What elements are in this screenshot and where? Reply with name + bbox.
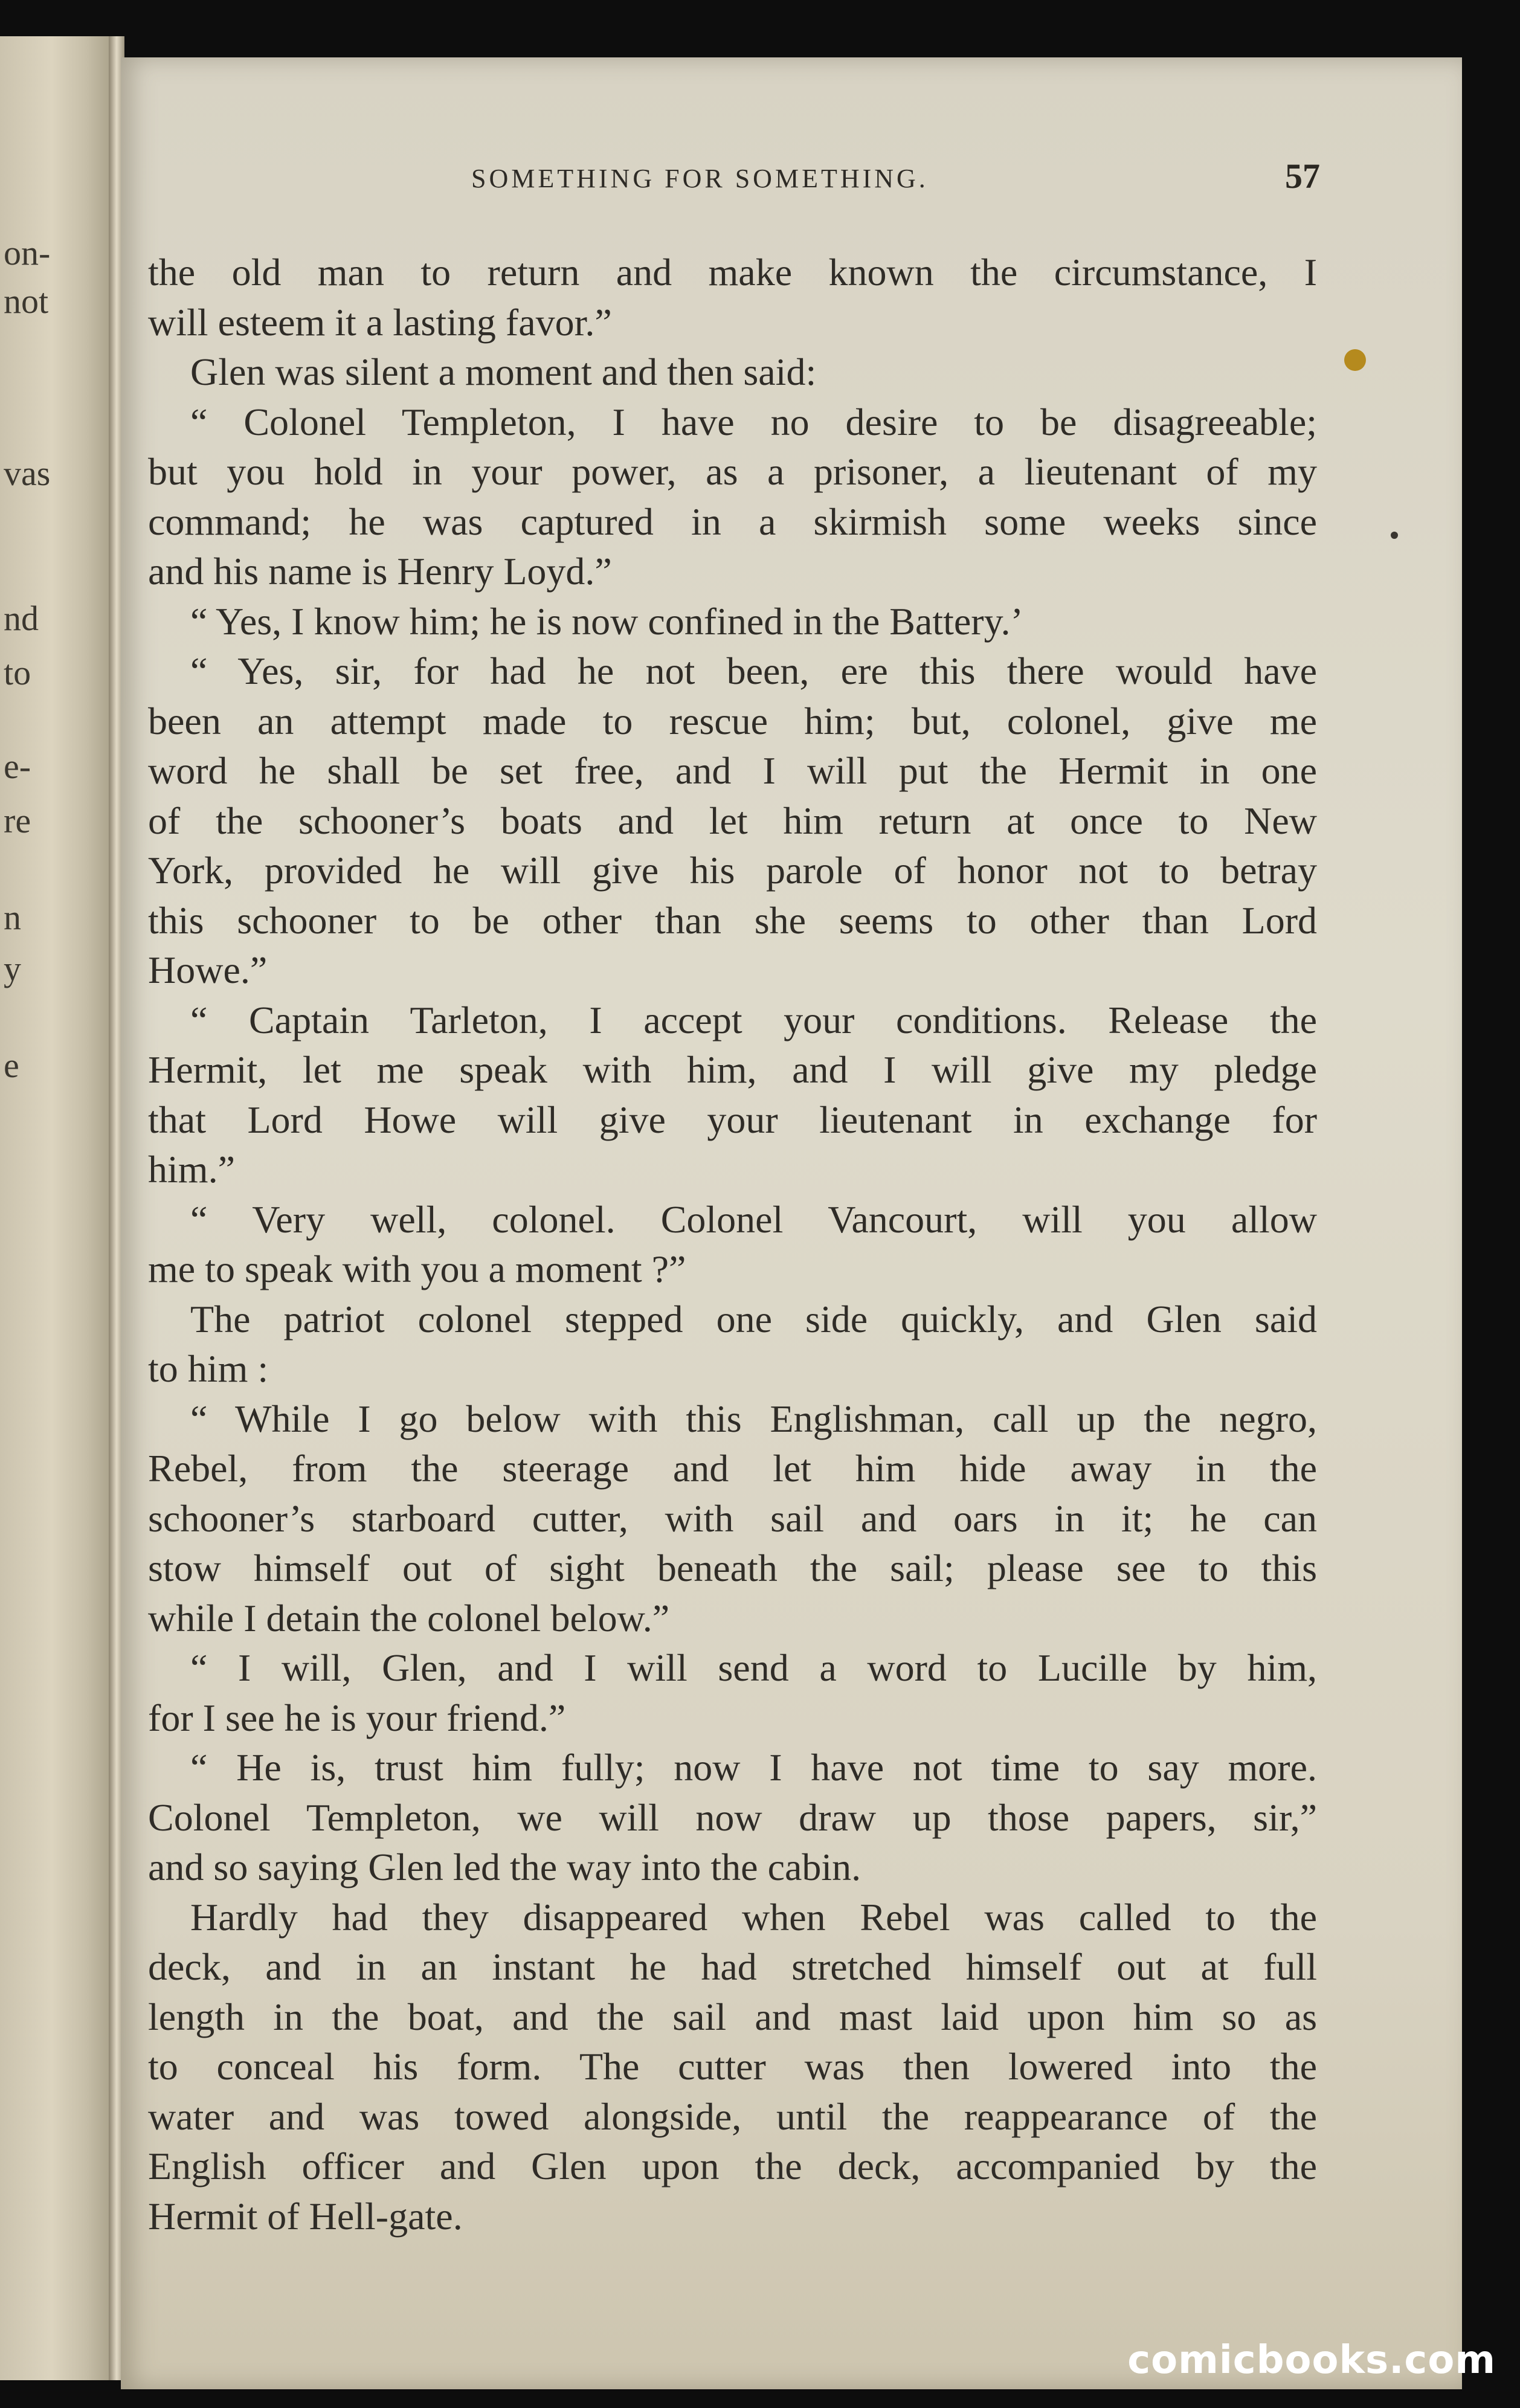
body-text — [148, 248, 1317, 2241]
left-page-fragment: not — [4, 282, 49, 321]
text-line: “ Yes, I know him; he is now confined in the Battery.’ — [190, 599, 1023, 643]
left-page-fragment: vas — [4, 454, 51, 493]
text-line: stow himself out of sight beneath the sail; please see to this — [148, 1547, 1317, 1589]
text-line: word he shall be set free, and I will put the Hermit in one — [148, 749, 1317, 792]
text-line: to him : — [148, 1347, 269, 1390]
text-line: deck, and in an instant he had stretched himself out at full — [148, 1945, 1317, 1988]
left-page-fragment: on- — [4, 233, 51, 272]
text-line: will esteem it a lasting favor.” — [148, 300, 612, 344]
text-line: Hermit, let me speak with him, and I will give my pledge — [148, 1048, 1317, 1091]
text-line: that Lord Howe will give your lieutenant in exchange for — [148, 1098, 1317, 1141]
text-line: but you hold in your power, as a prisoner, a lieutenant of my — [148, 450, 1317, 493]
left-page-fragment: to — [4, 653, 31, 692]
text-line: Hermit of Hell-gate. — [148, 2194, 463, 2238]
text-line: “ Yes, sir, for had he not been, ere this there would have — [190, 649, 1317, 692]
text-line: and his name is Henry Loyd.” — [148, 550, 612, 593]
text-line: Howe.” — [148, 948, 268, 991]
text-line: of the schooner’s boats and let him return at once to New — [148, 799, 1317, 842]
text-line: Colonel Templeton, we will now draw up those papers, sir,” — [148, 1795, 1317, 1839]
text-line: Hardly had they disappeared when Rebel was called to the — [190, 1895, 1317, 1939]
text-line: “ Very well, colonel. Colonel Vancourt, will you allow — [190, 1197, 1317, 1241]
text-line: schooner’s starboard cutter, with sail and oars in it; he can — [148, 1496, 1317, 1540]
text-line: and so saying Glen led the way into the cabin. — [148, 1846, 861, 1888]
text-line: English officer and Glen upon the deck, accompanied by the — [148, 2145, 1317, 2187]
text-line: “ I will, Glen, and I will send a word to Lucille by him, — [190, 1646, 1317, 1689]
left-page-edge — [0, 36, 115, 2380]
ink-spot — [1344, 349, 1366, 371]
text-line: to conceal his form. The cutter was then lowered into the — [148, 2045, 1317, 2088]
page-number: 57 — [1285, 156, 1320, 196]
page-header — [121, 156, 1320, 205]
text-line: “ Captain Tarleton, I accept your conditions. Release the — [190, 998, 1317, 1041]
left-page-fragment: re — [4, 801, 31, 840]
left-page-fragment: e — [4, 1046, 19, 1085]
running-title: SOMETHING FOR SOMETHING. — [471, 164, 929, 193]
text-line: for I see he is your friend.” — [148, 1696, 566, 1739]
text-line: Glen was silent a moment and then said: — [190, 350, 817, 393]
text-line: this schooner to be other than she seems to other than Lord — [148, 898, 1317, 942]
ink-spot — [1391, 532, 1398, 539]
left-page-fragment: nd — [4, 599, 39, 638]
text-line: the old man to return and make known the circumstance, I — [148, 251, 1317, 294]
text-line: command; he was captured in a skirmish some weeks since — [148, 500, 1317, 543]
text-line: The patriot colonel stepped one side quickly, and Glen said — [190, 1297, 1317, 1341]
text-line: Rebel, from the steerage and let him hide away in the — [148, 1447, 1317, 1490]
text-line: water and was towed alongside, until the reappearance of the — [148, 2094, 1317, 2138]
left-page-fragment: n — [4, 898, 21, 937]
left-page-fragment: e- — [4, 747, 31, 786]
text-line: “ He is, trust him fully; now I have not time to say more. — [190, 1746, 1317, 1789]
text-line: York, provided he will give his parole of honor not to betray — [148, 849, 1317, 892]
text-line: “ While I go below with this Englishman, call up the negro, — [190, 1397, 1317, 1440]
text-line: “ Colonel Templeton, I have no desire to be disagreeable; — [190, 400, 1317, 443]
text-line: length in the boat, and the sail and mast laid upon him so as — [148, 1995, 1317, 2038]
text-line: been an attempt made to rescue him; but, colonel, give me — [148, 699, 1317, 742]
text-line: while I detain the colonel below.” — [148, 1596, 670, 1640]
left-page-fragment: y — [4, 949, 21, 988]
text-line: me to speak with you a moment ?” — [148, 1247, 686, 1290]
text-line: him.” — [148, 1148, 235, 1191]
watermark: comicbooks.com — [1127, 2338, 1496, 2383]
